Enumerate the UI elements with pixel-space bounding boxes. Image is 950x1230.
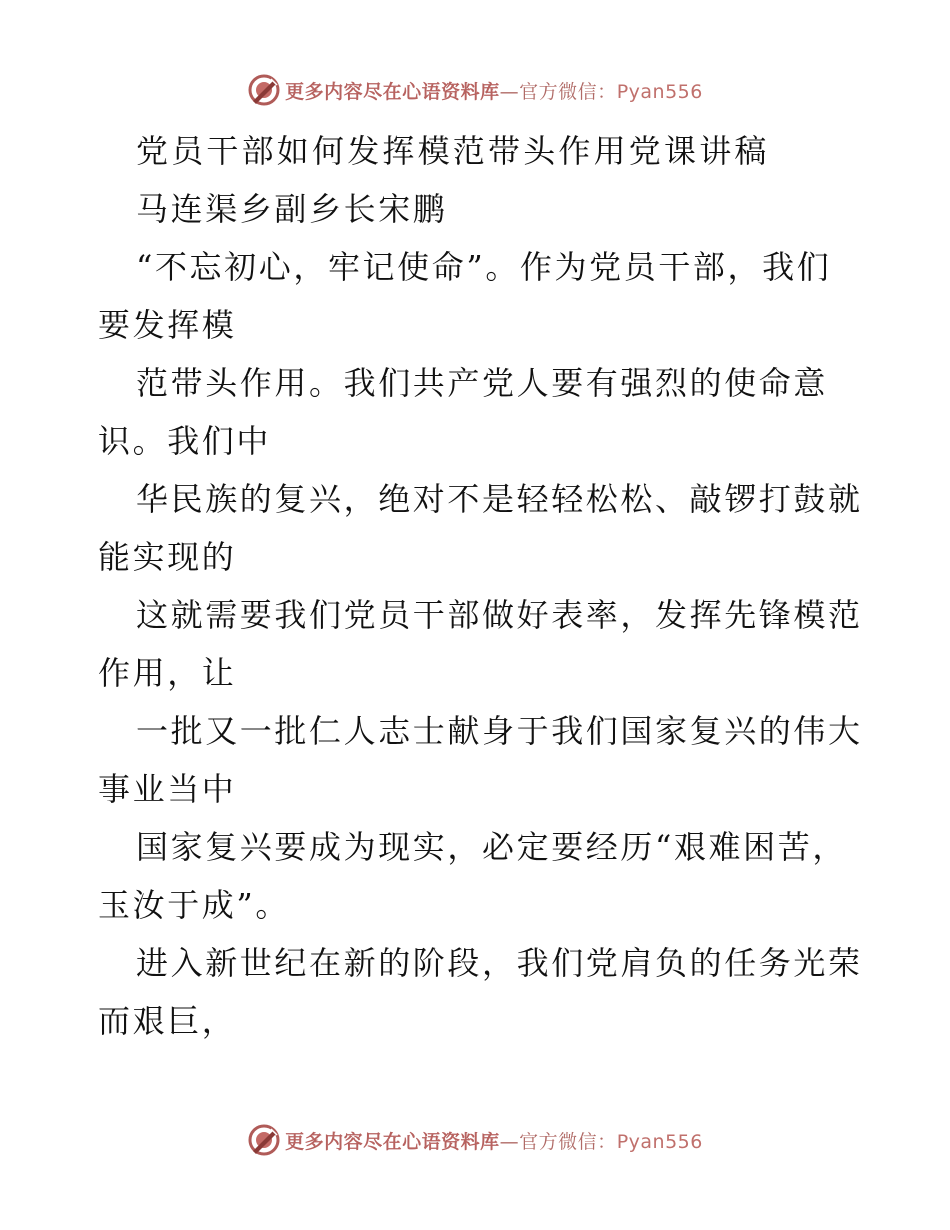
document-line: 进入新世纪在新的阶段，我们党肩负的任务光荣	[136, 944, 863, 982]
document-line: 识。我们中	[98, 422, 272, 460]
document-line: 国家复兴要成为现实，必定要经历“艰难困苦，	[136, 828, 847, 866]
document-line: “不忘初心，牢记使命”。作为党员干部，我们	[136, 248, 832, 286]
watermark-main: 更多内容尽在心语资料库	[285, 1130, 500, 1153]
pen-logo-icon	[247, 1123, 281, 1157]
header-watermark	[0, 70, 950, 110]
document-line: 要发挥模	[98, 306, 237, 344]
watermark-separator: —官方微信：	[499, 80, 617, 103]
document-title: 党员干部如何发挥模范带头作用党课讲稿	[136, 132, 770, 170]
watermark-main: 更多内容尽在心语资料库	[285, 80, 500, 103]
document-line: 这就需要我们党员干部做好表率，发挥先锋模范	[136, 596, 863, 634]
document-line: 事业当中	[98, 770, 237, 808]
document-line: 玉汝于成”。	[98, 886, 290, 924]
document-line: 华民族的复兴，绝对不是轻轻松松、敲锣打鼓就	[136, 480, 863, 518]
watermark-wechat-id: Pyan556	[616, 80, 703, 103]
footer-watermark	[0, 1120, 950, 1160]
document-line: 能实现的	[98, 538, 237, 576]
document-author: 马连渠乡副乡长宋鹏	[136, 190, 448, 228]
document-line: 范带头作用。我们共产党人要有强烈的使命意	[136, 364, 829, 402]
watermark-text	[285, 1127, 703, 1154]
document-line: 而艰巨，	[98, 1002, 237, 1040]
document-line: 一批又一批仁人志士献身于我们国家复兴的伟大	[136, 712, 863, 750]
pen-logo-icon	[247, 73, 281, 107]
document-lines	[98, 238, 863, 1050]
watermark-separator: —官方微信：	[499, 1130, 617, 1153]
watermark-wechat-id: Pyan556	[616, 1130, 703, 1153]
watermark-text	[285, 77, 703, 104]
document-line: 作用，让	[98, 654, 237, 692]
document-body	[98, 122, 863, 1050]
